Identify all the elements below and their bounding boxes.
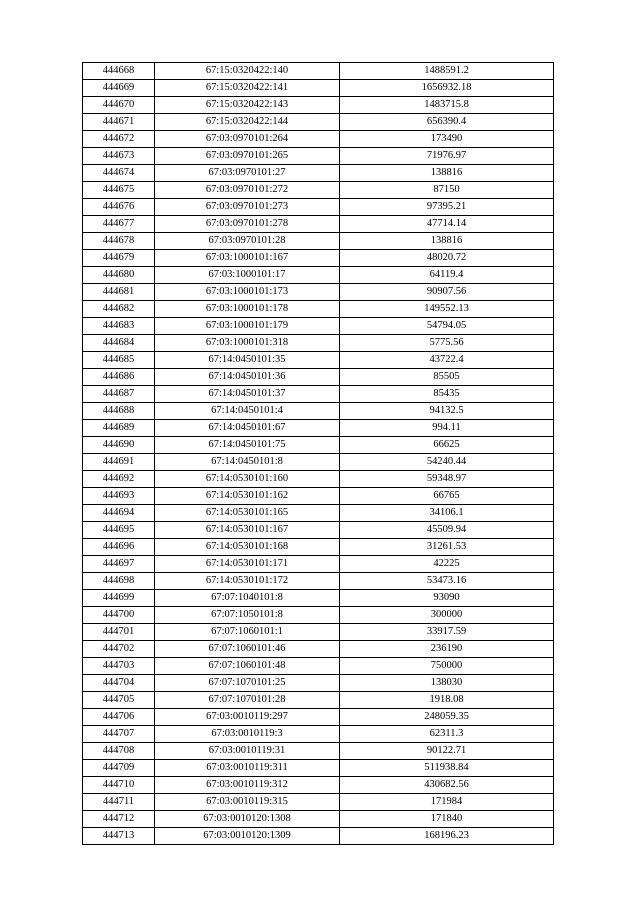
table-row [83,63,554,80]
row-id-cell: 444671 [83,114,155,131]
value-cell: 138816 [340,165,554,182]
row-id-cell: 444705 [83,692,155,709]
value-cell: 71976.97 [340,148,554,165]
row-id-cell: 444683 [83,318,155,335]
value-cell: 90907.56 [340,284,554,301]
cadastral-number-cell: 67:03:0970101:28 [155,233,340,250]
row-id-cell: 444672 [83,131,155,148]
row-id-cell: 444675 [83,182,155,199]
row-id-cell: 444700 [83,607,155,624]
table-row [83,114,554,131]
value-cell: 47714.14 [340,216,554,233]
value-cell: 31261.53 [340,539,554,556]
cadastral-number-cell: 67:03:0970101:27 [155,165,340,182]
row-id-cell: 444691 [83,454,155,471]
cadastral-number-cell: 67:14:0450101:75 [155,437,340,454]
table-row [83,607,554,624]
value-cell: 66625 [340,437,554,454]
row-id-cell: 444670 [83,97,155,114]
value-cell: 94132.5 [340,403,554,420]
cadastral-number-cell: 67:07:1060101:1 [155,624,340,641]
cadastral-number-cell: 67:03:0010119:297 [155,709,340,726]
row-id-cell: 444706 [83,709,155,726]
table-row [83,386,554,403]
cadastral-number-cell: 67:03:0010119:315 [155,794,340,811]
cadastral-number-cell: 67:14:0530101:171 [155,556,340,573]
cadastral-number-cell: 67:03:0970101:273 [155,199,340,216]
value-cell: 42225 [340,556,554,573]
row-id-cell: 444690 [83,437,155,454]
table-row [83,301,554,318]
table-row [83,403,554,420]
table-row [83,233,554,250]
table-row [83,811,554,828]
table-row [83,335,554,352]
value-cell: 430682.56 [340,777,554,794]
table-row [83,556,554,573]
value-cell: 994.11 [340,420,554,437]
table-row [83,590,554,607]
row-id-cell: 444674 [83,165,155,182]
row-id-cell: 444684 [83,335,155,352]
row-id-cell: 444668 [83,63,155,80]
cadastral-number-cell: 67:07:1070101:28 [155,692,340,709]
value-cell: 59348.97 [340,471,554,488]
value-cell: 54794.05 [340,318,554,335]
table-row [83,318,554,335]
cadastral-number-cell: 67:03:0010119:312 [155,777,340,794]
table-row [83,148,554,165]
value-cell: 138030 [340,675,554,692]
table-row [83,97,554,114]
row-id-cell: 444701 [83,624,155,641]
table-row [83,539,554,556]
cadastral-number-cell: 67:14:0450101:35 [155,352,340,369]
table-row [83,794,554,811]
row-id-cell: 444698 [83,573,155,590]
value-cell: 33917.59 [340,624,554,641]
row-id-cell: 444711 [83,794,155,811]
row-id-cell: 444703 [83,658,155,675]
row-id-cell: 444699 [83,590,155,607]
cadastral-number-cell: 67:03:1000101:179 [155,318,340,335]
table-row [83,80,554,97]
value-cell: 34106.1 [340,505,554,522]
table-row [83,420,554,437]
table-row [83,437,554,454]
value-cell: 85505 [340,369,554,386]
cadastral-number-cell: 67:14:0530101:162 [155,488,340,505]
table-row [83,505,554,522]
table-row [83,369,554,386]
records-table [82,62,554,845]
row-id-cell: 444709 [83,760,155,777]
row-id-cell: 444697 [83,556,155,573]
value-cell: 171984 [340,794,554,811]
table-row [83,352,554,369]
value-cell: 5775.56 [340,335,554,352]
cadastral-number-cell: 67:03:1000101:178 [155,301,340,318]
table-row [83,522,554,539]
row-id-cell: 444678 [83,233,155,250]
row-id-cell: 444680 [83,267,155,284]
cadastral-number-cell: 67:03:1000101:167 [155,250,340,267]
value-cell: 168196.23 [340,828,554,845]
table-row [83,709,554,726]
value-cell: 97395.21 [340,199,554,216]
value-cell: 48020.72 [340,250,554,267]
table-row [83,743,554,760]
cadastral-number-cell: 67:14:0450101:4 [155,403,340,420]
value-cell: 236190 [340,641,554,658]
cadastral-number-cell: 67:07:1060101:46 [155,641,340,658]
row-id-cell: 444710 [83,777,155,794]
value-cell: 149552.13 [340,301,554,318]
cadastral-number-cell: 67:15:0320422:140 [155,63,340,80]
row-id-cell: 444673 [83,148,155,165]
row-id-cell: 444704 [83,675,155,692]
row-id-cell: 444713 [83,828,155,845]
table-row [83,624,554,641]
value-cell: 171840 [340,811,554,828]
value-cell: 750000 [340,658,554,675]
row-id-cell: 444687 [83,386,155,403]
table-row [83,471,554,488]
row-id-cell: 444686 [83,369,155,386]
row-id-cell: 444708 [83,743,155,760]
value-cell: 656390.4 [340,114,554,131]
value-cell: 53473.16 [340,573,554,590]
cadastral-number-cell: 67:03:0970101:272 [155,182,340,199]
table-row [83,267,554,284]
row-id-cell: 444712 [83,811,155,828]
cadastral-number-cell: 67:03:0010120:1308 [155,811,340,828]
value-cell: 248059.35 [340,709,554,726]
cadastral-number-cell: 67:03:0010120:1309 [155,828,340,845]
table-row [83,165,554,182]
row-id-cell: 444707 [83,726,155,743]
value-cell: 45509.94 [340,522,554,539]
table-row [83,182,554,199]
cadastral-number-cell: 67:07:1040101:8 [155,590,340,607]
value-cell: 54240.44 [340,454,554,471]
cadastral-number-cell: 67:15:0320422:144 [155,114,340,131]
row-id-cell: 444695 [83,522,155,539]
row-id-cell: 444677 [83,216,155,233]
cadastral-number-cell: 67:07:1070101:25 [155,675,340,692]
value-cell: 1483715.8 [340,97,554,114]
table-row [83,675,554,692]
row-id-cell: 444692 [83,471,155,488]
value-cell: 173490 [340,131,554,148]
table-row [83,641,554,658]
row-id-cell: 444688 [83,403,155,420]
cadastral-number-cell: 67:03:1000101:173 [155,284,340,301]
table-row [83,488,554,505]
cadastral-number-cell: 67:15:0320422:141 [155,80,340,97]
table-row [83,692,554,709]
table-row [83,828,554,845]
cadastral-number-cell: 67:03:1000101:17 [155,267,340,284]
table-row [83,777,554,794]
table-row [83,454,554,471]
value-cell: 300000 [340,607,554,624]
row-id-cell: 444685 [83,352,155,369]
row-id-cell: 444689 [83,420,155,437]
cadastral-number-cell: 67:14:0450101:36 [155,369,340,386]
table-row [83,250,554,267]
value-cell: 511938.84 [340,760,554,777]
table-row [83,284,554,301]
table-row [83,131,554,148]
value-cell: 1918.08 [340,692,554,709]
table-row [83,216,554,233]
cadastral-number-cell: 67:07:1050101:8 [155,607,340,624]
row-id-cell: 444681 [83,284,155,301]
cadastral-number-cell: 67:03:0970101:265 [155,148,340,165]
value-cell: 93090 [340,590,554,607]
cadastral-number-cell: 67:03:0970101:278 [155,216,340,233]
table-row [83,760,554,777]
cadastral-number-cell: 67:14:0530101:160 [155,471,340,488]
value-cell: 90122.71 [340,743,554,760]
table-row [83,199,554,216]
value-cell: 87150 [340,182,554,199]
cadastral-number-cell: 67:03:0970101:264 [155,131,340,148]
row-id-cell: 444694 [83,505,155,522]
cadastral-number-cell: 67:14:0450101:37 [155,386,340,403]
row-id-cell: 444702 [83,641,155,658]
cadastral-number-cell: 67:14:0450101:8 [155,454,340,471]
cadastral-number-cell: 67:14:0530101:168 [155,539,340,556]
cadastral-number-cell: 67:03:0010119:31 [155,743,340,760]
cadastral-number-cell: 67:14:0530101:165 [155,505,340,522]
table-row [83,573,554,590]
value-cell: 85435 [340,386,554,403]
cadastral-number-cell: 67:15:0320422:143 [155,97,340,114]
table-row [83,726,554,743]
value-cell: 138816 [340,233,554,250]
value-cell: 66765 [340,488,554,505]
cadastral-number-cell: 67:03:0010119:311 [155,760,340,777]
cadastral-number-cell: 67:03:1000101:318 [155,335,340,352]
cadastral-number-cell: 67:03:0010119:3 [155,726,340,743]
value-cell: 64119.4 [340,267,554,284]
cadastral-number-cell: 67:14:0530101:167 [155,522,340,539]
value-cell: 43722.4 [340,352,554,369]
value-cell: 62311.3 [340,726,554,743]
value-cell: 1488591.2 [340,63,554,80]
cadastral-number-cell: 67:14:0450101:67 [155,420,340,437]
row-id-cell: 444682 [83,301,155,318]
row-id-cell: 444696 [83,539,155,556]
row-id-cell: 444693 [83,488,155,505]
row-id-cell: 444676 [83,199,155,216]
row-id-cell: 444679 [83,250,155,267]
value-cell: 1656932.18 [340,80,554,97]
cadastral-number-cell: 67:07:1060101:48 [155,658,340,675]
table-row [83,658,554,675]
cadastral-number-cell: 67:14:0530101:172 [155,573,340,590]
row-id-cell: 444669 [83,80,155,97]
records-table-body [83,63,554,845]
